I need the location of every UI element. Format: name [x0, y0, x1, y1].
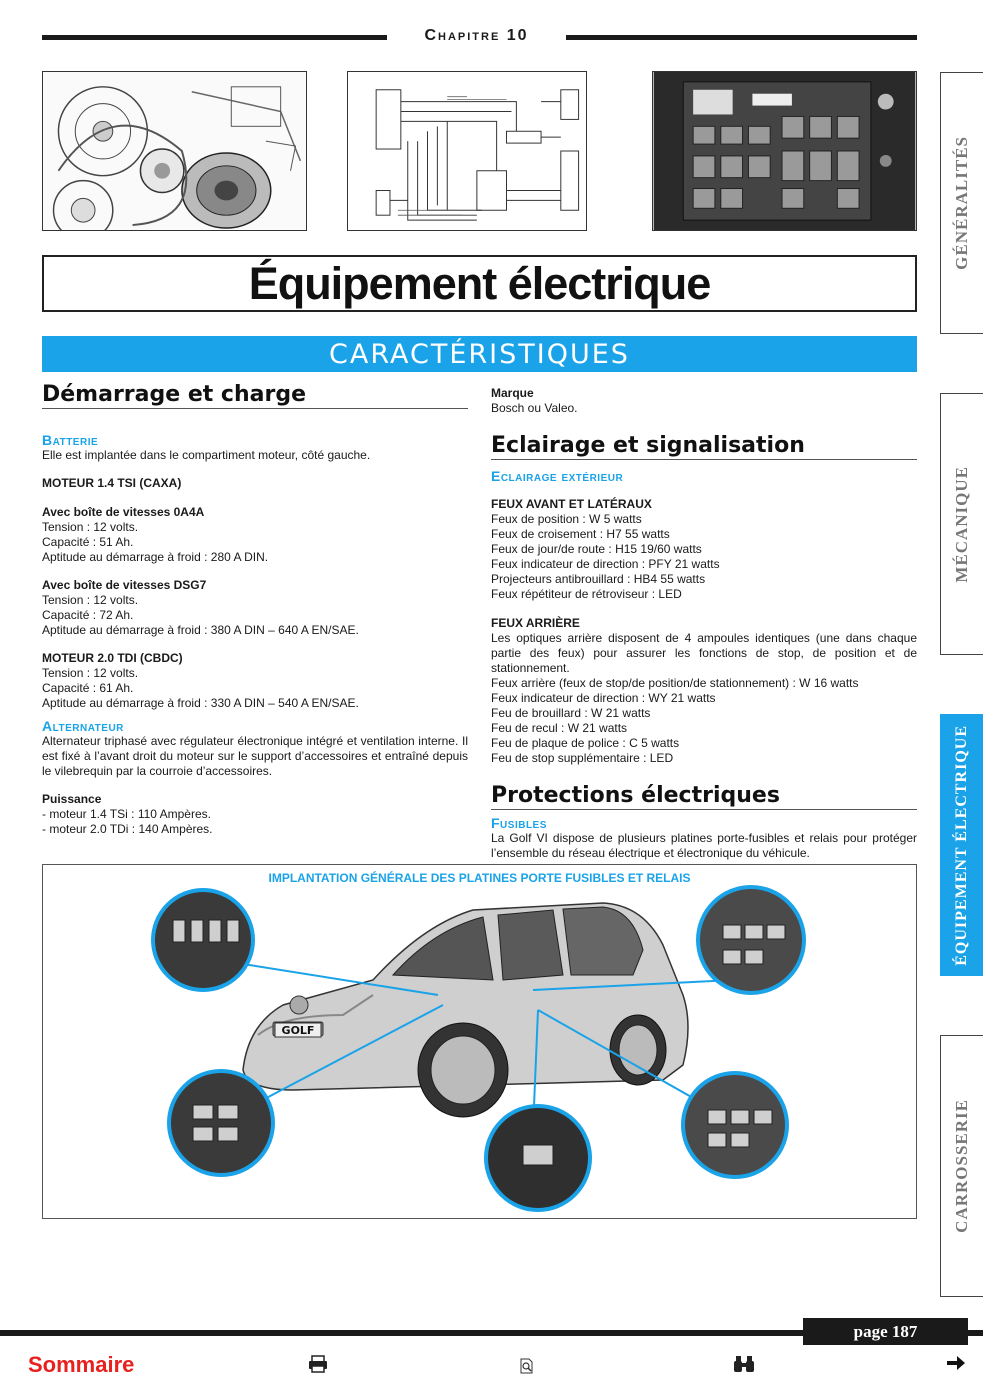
right-column: [491, 386, 917, 861]
chapter-title: Chapitre 10: [424, 27, 529, 44]
puissance-label: Puissance: [42, 792, 102, 806]
subheading-eclairage-exterieur: Eclairage extérieur: [491, 468, 624, 484]
puissance-line-2: - moteur 2.0 TDi : 140 Ampères.: [42, 822, 213, 836]
feux-avant-1: Feux de position : W 5 watts: [491, 512, 642, 526]
tab-equipement-electrique[interactable]: [940, 714, 983, 976]
b1-aptitude: Aptitude au démarrage à froid : 280 A DIN.: [42, 550, 269, 564]
feux-avant-6: Feux répétiteur de rétroviseur : LED: [491, 587, 682, 601]
subheading-fusibles: Fusibles: [491, 815, 547, 831]
plate-text: GOLF: [281, 1024, 315, 1037]
feux-arriere-6: Feu de stop supplémentaire : LED: [491, 751, 674, 765]
heading-demarrage: Démarrage et charge: [42, 382, 468, 409]
header-rule-left: [42, 35, 387, 40]
tab-carrosserie-label: CARROSSERIE: [952, 1099, 971, 1233]
boite-2-label: Avec boîte de vitesses DSG7: [42, 578, 207, 592]
feux-arriere-label: FEUX ARRIÈRE: [491, 616, 580, 630]
printer-icon[interactable]: [308, 1355, 328, 1378]
left-column: [42, 382, 468, 837]
m2-aptitude: Aptitude au démarrage à froid : 330 A DIN – 540 A EN/SAE.: [42, 696, 359, 710]
title-box: [42, 255, 917, 312]
b2-capacite: Capacité : 72 Ah.: [42, 608, 134, 622]
feux-arriere-2: Feux indicateur de direction : WY 21 watts: [491, 691, 716, 705]
fusebox-photo: [652, 71, 917, 231]
subheading-batterie: Batterie: [42, 432, 99, 448]
wiring-diagram-illustration: [347, 71, 587, 231]
moteur-1-label: MOTEUR 1.4 TSI (CAXA): [42, 476, 182, 490]
m2-capacite: Capacité : 61 Ah.: [42, 681, 134, 695]
section-banner: CARACTÉRISTIQUES: [42, 336, 917, 372]
alternator-illustration: [42, 71, 307, 231]
feux-avant-2: Feux de croisement : H7 55 watts: [491, 527, 670, 541]
b1-tension: Tension : 12 volts.: [42, 520, 139, 534]
batterie-intro: Elle est implantée dans le compartiment moteur, côté gauche.: [42, 448, 371, 462]
heading-eclairage: Eclairage et signalisation: [491, 433, 917, 460]
marque-label: Marque: [491, 386, 534, 400]
feux-arriere-intro: Les optiques arrière disposent de 4 ampoules identiques (une dans chaque partie des feux) pour assurer les fonctions de stop, de position et de stationnement.: [491, 631, 917, 675]
feux-avant-3: Feux de jour/de route : H15 19/60 watts: [491, 542, 702, 556]
fusebox-location-figure: [42, 864, 917, 1219]
puissance-line-1: - moteur 1.4 TSi : 110 Ampères.: [42, 807, 211, 821]
tab-equipement-label: ÉQUIPEMENT ÉLECTRIQUE: [953, 724, 970, 966]
b2-aptitude: Aptitude au démarrage à froid : 380 A DIN – 640 A EN/SAE.: [42, 623, 359, 637]
tab-generalites[interactable]: [940, 72, 983, 334]
tab-carrosserie[interactable]: [940, 1035, 983, 1297]
document-search-icon[interactable]: [519, 1358, 535, 1379]
alternateur-text: Alternateur triphasé avec régulateur électronique intégré et ventilation interne. Il est fixé à l’avant droit du moteur sur le support d’accessoires et entraîné depuis le vilebrequin par la courroie d’accessoires.: [42, 734, 468, 778]
header-rule-right: [566, 35, 917, 40]
feux-arriere-3: Feu de brouillard : W 21 watts: [491, 706, 651, 720]
page-title: Équipement électrique: [248, 257, 711, 309]
next-arrow-icon[interactable]: [946, 1355, 966, 1376]
fusibles-text: La Golf VI dispose de plusieurs platines porte-fusibles et relais pour protéger l’ensemble du réseau électrique et électronique du véhicule.: [491, 831, 917, 860]
feux-arriere-1: Feux arrière (feux de stop/de position/de stationnement) : W 16 watts: [491, 676, 859, 690]
tab-generalites-label: GÉNÉRALITÉS: [952, 136, 971, 270]
tab-mecanique[interactable]: [940, 393, 983, 655]
feux-avant-label: FEUX AVANT ET LATÉRAUX: [491, 497, 652, 511]
moteur-2-label: MOTEUR 2.0 TDI (CBDC): [42, 651, 183, 665]
subheading-alternateur: Alternateur: [42, 718, 124, 734]
feux-arriere-4: Feu de recul : W 21 watts: [491, 721, 628, 735]
feux-arriere-5: Feu de plaque de police : C 5 watts: [491, 736, 680, 750]
sommaire-link[interactable]: Sommaire: [28, 1352, 135, 1377]
page-number: page 187: [803, 1318, 968, 1345]
feux-avant-5: Projecteurs antibrouillard : HB4 55 watts: [491, 572, 706, 586]
feux-avant-4: Feux indicateur de direction : PFY 21 watts: [491, 557, 720, 571]
m2-tension: Tension : 12 volts.: [42, 666, 139, 680]
binoculars-icon[interactable]: [733, 1355, 755, 1378]
b1-capacite: Capacité : 51 Ah.: [42, 535, 134, 549]
boite-1-label: Avec boîte de vitesses 0A4A: [42, 505, 205, 519]
b2-tension: Tension : 12 volts.: [42, 593, 139, 607]
heading-protections: Protections électriques: [491, 783, 917, 810]
car-illustration: [43, 865, 918, 1220]
marque-value: Bosch ou Valeo.: [491, 401, 578, 415]
figure-caption: IMPLANTATION GÉNÉRALE DES PLATINES PORTE FUSIBLES ET RELAIS: [268, 871, 691, 885]
tab-mecanique-label: MÉCANIQUE: [952, 465, 971, 583]
